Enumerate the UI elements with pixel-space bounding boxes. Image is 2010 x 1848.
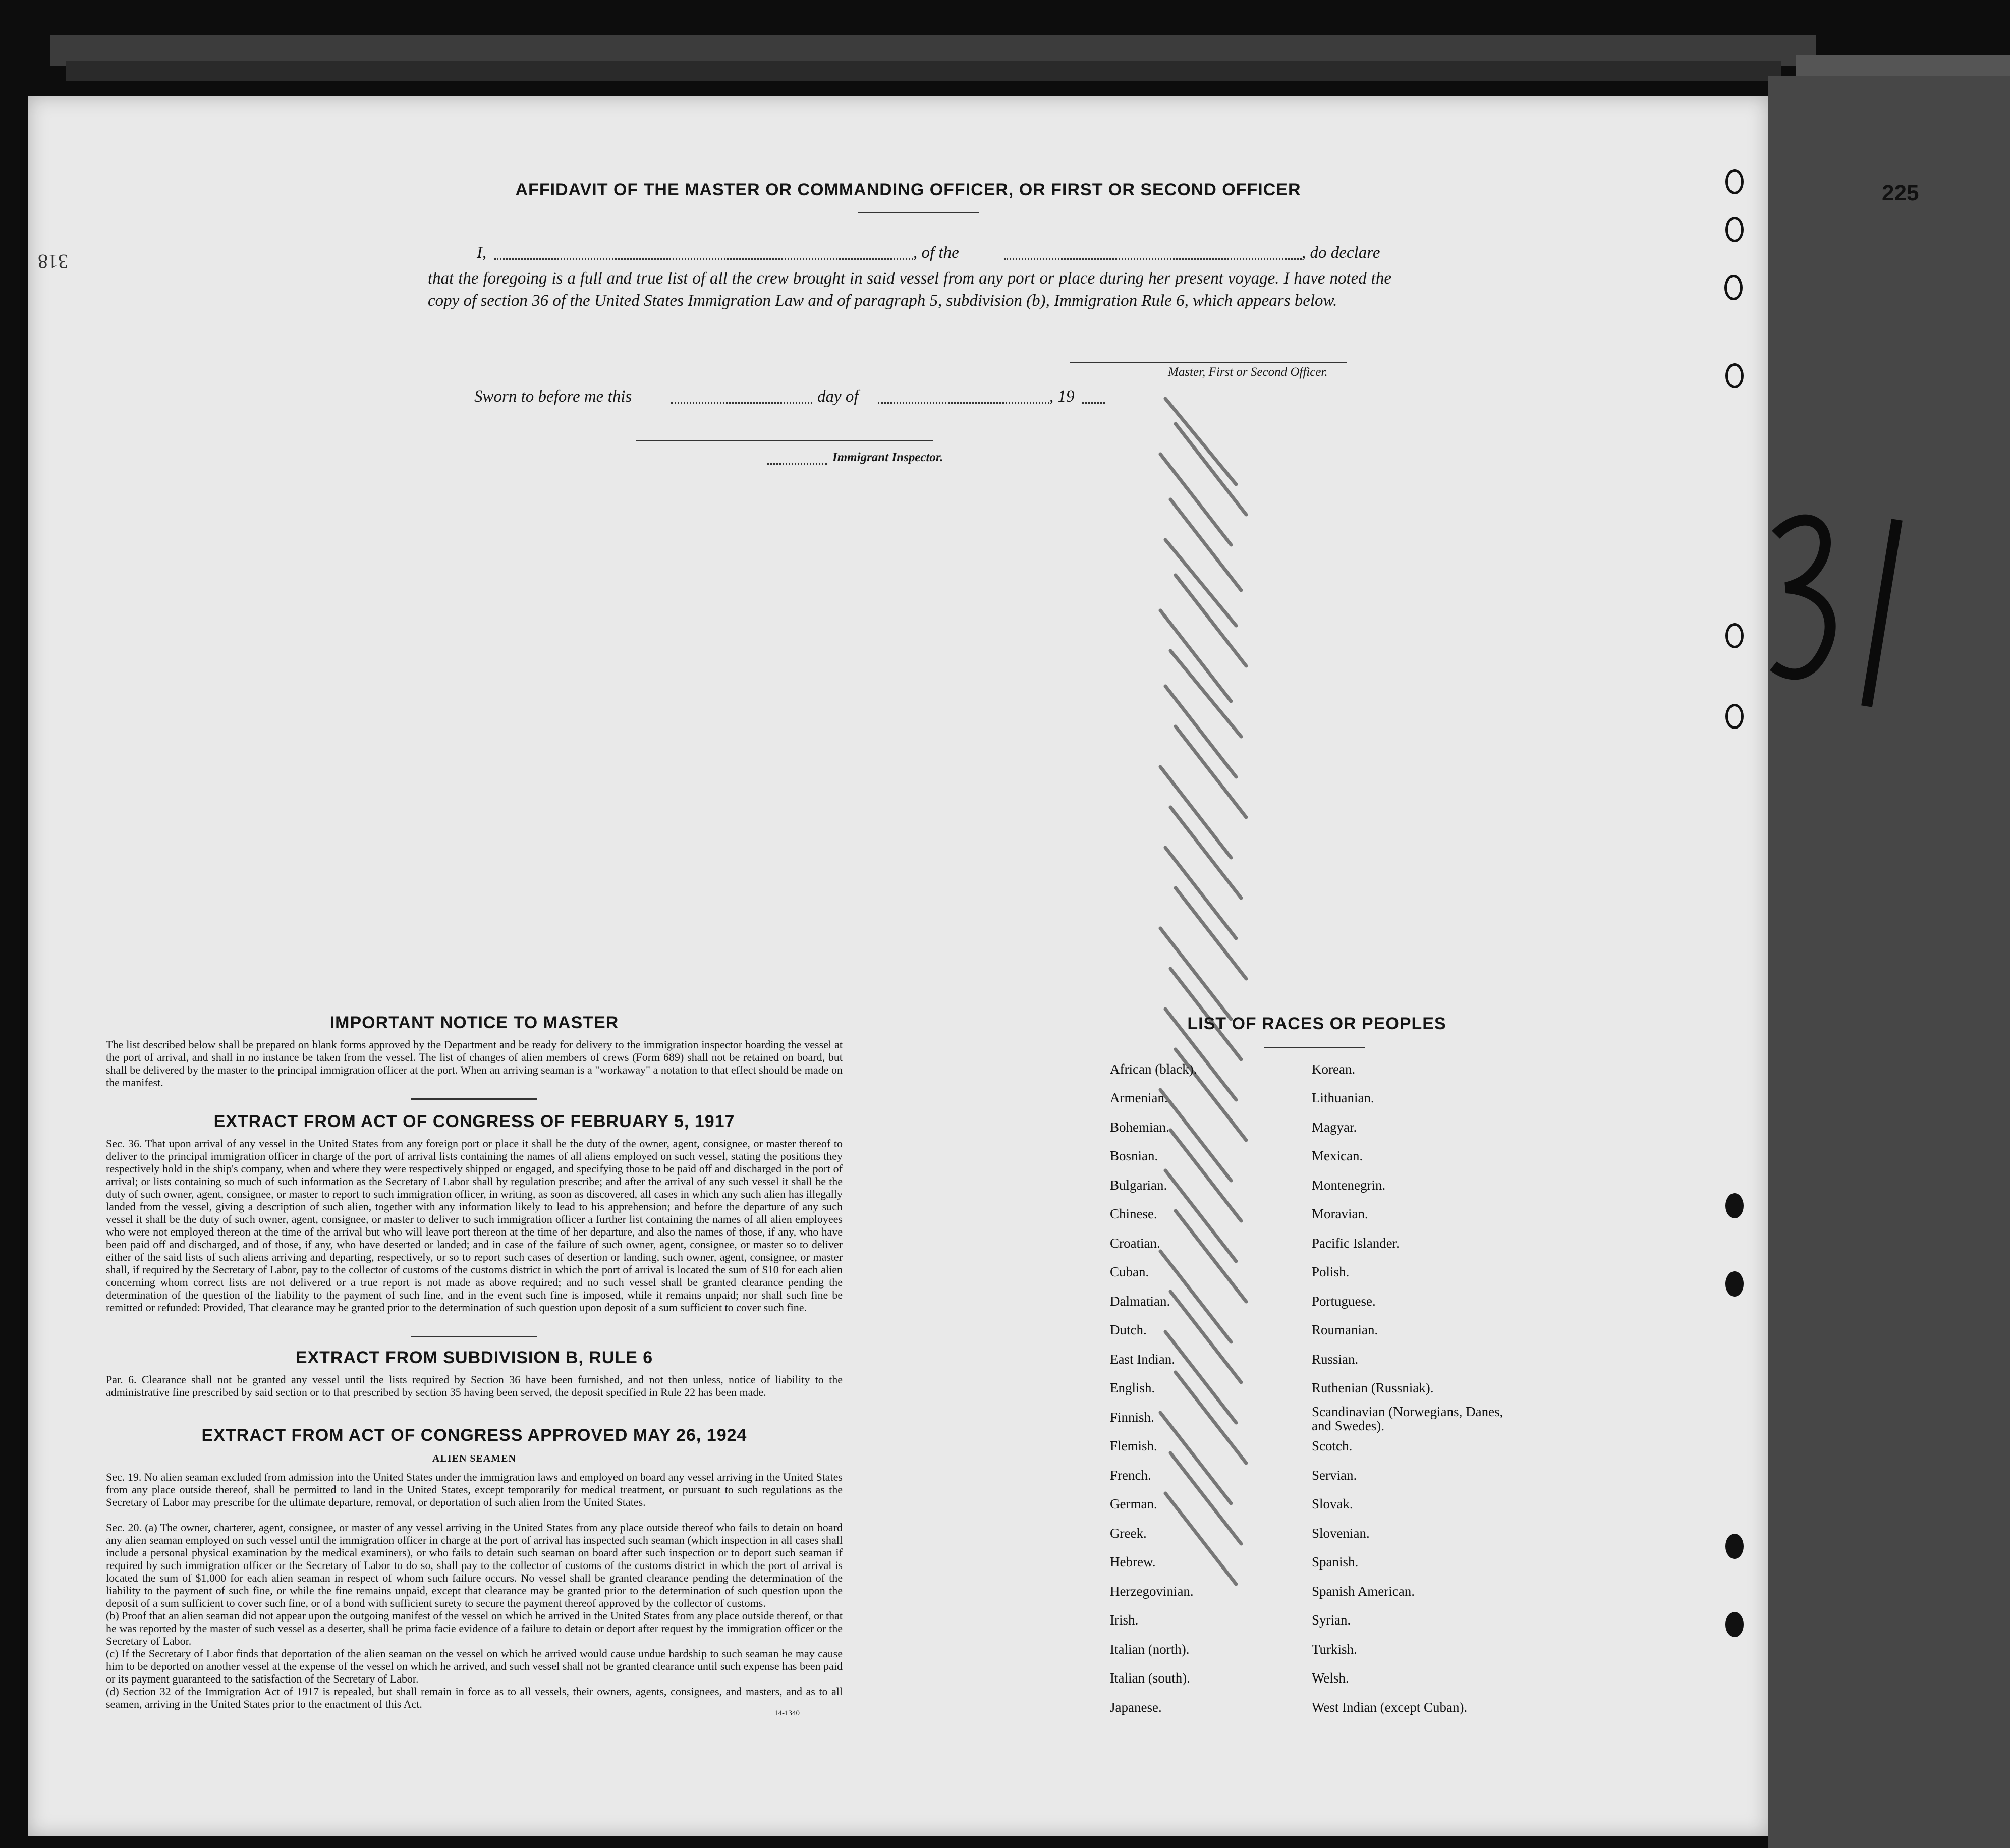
affidavit-title: AFFIDAVIT OF THE MASTER OR COMMANDING OFFICER, OR FIRST OR SECOND OFFICER (515, 180, 1301, 199)
race-right: West Indian (except Cuban). (1312, 1700, 1468, 1715)
affidavit-of-the: , of the (913, 244, 959, 262)
race-left: Finnish. (1110, 1410, 1154, 1425)
race-left: Irish. (1110, 1612, 1139, 1628)
year-text: , 19 (1049, 387, 1075, 406)
race-right: Servian. (1312, 1468, 1357, 1483)
race-right: Montenegrin. (1312, 1178, 1386, 1193)
punch-hole (1725, 1534, 1744, 1559)
race-right: Portuguese. (1312, 1294, 1376, 1309)
race-left: German. (1110, 1496, 1157, 1511)
notice-title: IMPORTANT NOTICE TO MASTER (329, 1013, 619, 1032)
side-mark: 318 (38, 250, 68, 273)
rule6-title: EXTRACT FROM SUBDIVISION B, RULE 6 (295, 1348, 653, 1367)
race-left: Greek. (1110, 1526, 1147, 1541)
race-left: Chinese. (1110, 1206, 1157, 1221)
handwritten-mark-31 (1766, 505, 1917, 716)
extract-1924-sec19: Sec. 19. No alien seaman excluded from admission into the United States under the immigration laws and employed on board any vessel arriving in the United States from any place outside thereof, shall be permitted to land in the United States, except temporarily for medical treatment, or pursuant to such regulations as the Secretary of Labor may prescribe for the ultimate departure, removal, or deportation of such alien from the United States. (106, 1471, 843, 1508)
extract-1924-title: EXTRACT FROM ACT OF CONGRESS APPROVED MAY 26, 1924 (201, 1426, 747, 1445)
race-right: Mexican. (1312, 1148, 1363, 1163)
race-left: Flemish. (1110, 1438, 1157, 1453)
race-right: Scandinavian (Norwegians, Danes, and Swedes). (1312, 1404, 1503, 1433)
race-left: Bohemian. (1110, 1119, 1169, 1135)
race-right: Ruthenian (Russniak). (1312, 1380, 1434, 1395)
race-right: Turkish. (1312, 1642, 1357, 1657)
race-right: Magyar. (1312, 1119, 1357, 1135)
extract-1917-title: EXTRACT FROM ACT OF CONGRESS OF FEBRUARY 5, 1917 (213, 1112, 735, 1131)
form-number: 14-1340 (774, 1709, 800, 1717)
race-left: Italian (north). (1110, 1642, 1190, 1657)
binder-strip (1768, 76, 2010, 1848)
inspector-blank (767, 463, 827, 465)
race-left: Japanese. (1110, 1700, 1162, 1715)
affidavit-do-declare: , do declare (1302, 244, 1380, 262)
race-left: Croatian. (1110, 1236, 1160, 1251)
races-rule (1264, 1047, 1365, 1048)
race-left: Cuban. (1110, 1264, 1149, 1279)
race-right: Roumanian. (1312, 1322, 1378, 1337)
race-right: Russian. (1312, 1352, 1359, 1367)
race-left: East Indian. (1110, 1352, 1175, 1367)
affidavit-i: I, (477, 244, 487, 262)
extract-1917-rule (411, 1336, 537, 1337)
extract-1917-text: Sec. 36. That upon arrival of any vessel in the United States from any foreign port or place it shall be the duty of the owner, agent, consignee, or master thereof to deliver to the principal immigration officer in charge of the port of arrival lists containing the names of all aliens employed on such vessel, stating the positions they respectively hold in the ship's company, when and where they were respectively shipped or engaged, and specifying those to be paid off and discharged in the port of arrival; or lists containing so much of such information as the Secretary of Labor shall by regulation prescribe; and after the arrival of any such vessel it shall be the duty of such owner, agent, consignee, or master to report to such immigration officer, in writing, as soon as discovered, all cases in which any such alien has illegally landed from the vessel, giving a description of such alien, together with any information likely to lead to his apprehension; and before the departure of any such vessel it shall be the duty of such owner, agent, consignee, or master to deliver to such immigration officer a further list containing the names of all alien employees who were not employed thereon at the time of the arrival but who will leave port thereon at the time of her departure, and also the names of those, if any, who have been paid off and discharged, and of those, if any, who have deserted or landed; and in case of the failure of such owner, agent, consignee, or master so to deliver either of the said lists of such aliens arriving and departing, respectively, or so to report such cases of desertion or landing, such owner, agent, consignee, or master shall, if required by the Secretary of Labor, pay to the collector of customs of the customs district in which the port of arrival is located the sum of $10 for each alien concerning whom correct lists are not delivered or a true report is not made as above required; and no such vessel shall be granted clearance pending the determination of the question of the liability to the payment of such fine, and in the event such fine is imposed, while it remains unpaid; nor shall such fine be remitted or refunded: Provided, That clearance may be granted prior to the determination of such question upon deposit of a sum sufficient to cover such fine. (106, 1137, 843, 1314)
title-rule (858, 212, 979, 213)
extract-1924-sec20a: Sec. 20. (a) The owner, charterer, agent, consignee, or master of any vessel arriving in the United States from any place outside thereof who fails to detain on board any alien seaman employed on such vessel until the immigration officer in charge at the port of arrival has inspected such seaman (which inspection in all cases shall include a personal physical examination by the medical examiners), or who fails to detain such seaman on board after such inspection or to deport such seaman if required by such immigration officer or the Secretary of Labor to do so, shall pay to the collector of customs of the customs district in which the port of arrival is located the sum of $1,000 for each alien seaman in respect of whom such failure occurs. No vessel shall be granted clearance pending the determination of the liability to the payment of such fine, or while the fine remains unpaid, except that clearance may be granted prior to the determination of such question upon the deposit of a sum sufficient to cover such fine, or of a bond with sufficient surety to secure the payment thereof approved by the collector of customs. (106, 1521, 843, 1609)
back-page-edge-2 (66, 61, 1781, 81)
race-left: French. (1110, 1468, 1151, 1483)
race-right: Slovenian. (1312, 1526, 1370, 1541)
day-of-text: day of (817, 387, 859, 406)
sworn-text: Sworn to before me this (474, 387, 632, 406)
race-right: Spanish American. (1312, 1584, 1415, 1599)
race-right: Moravian. (1312, 1206, 1368, 1221)
race-left: African (black). (1110, 1061, 1197, 1077)
punch-hole (1725, 169, 1744, 194)
extract-1924-sec20d: (d) Section 32 of the Immigration Act of 1917 is repealed, but shall remain in force as to all vessels, their owners, agents, consignees, and masters, and as to all seamen, arriving in the United States prior to the enactment of this Act. (106, 1685, 843, 1710)
punch-hole (1725, 704, 1744, 729)
race-left: Bulgarian. (1110, 1178, 1167, 1193)
race-left: Bosnian. (1110, 1148, 1158, 1163)
affidavit-body: that the foregoing is a full and true list of all the crew brought in said vessel from any port or place during her present voyage. I have noted the copy of section 36 of the United States Immigration Law and of paragraph 5, subdivision (b), Immigration Rule 6, which appears below. (428, 269, 1391, 310)
punch-hole (1724, 275, 1743, 300)
race-right: Spanish. (1312, 1554, 1359, 1570)
race-left: English. (1110, 1380, 1155, 1395)
race-left: Armenian. (1110, 1090, 1168, 1105)
master-signature-line (1070, 362, 1347, 363)
rule6-text: Par. 6. Clearance shall not be granted any vessel until the lists required by Section 36 have been furnished, and not then unless, notice of liability to the administrative fine prescribed by said section or to that prescribed by section 35 having been served, the deposit specified in Rule 22 has been made. (106, 1373, 843, 1398)
punch-hole (1725, 1271, 1744, 1297)
race-left: Italian (south). (1110, 1670, 1190, 1686)
race-left: Herzegovinian. (1110, 1584, 1194, 1599)
race-right: Slovak. (1312, 1496, 1353, 1511)
race-right: Pacific Islander. (1312, 1236, 1400, 1251)
handwritten-tick-marks (1145, 383, 1261, 1619)
name-blank (494, 258, 913, 260)
sworn-month-blank (878, 402, 1049, 404)
extract-1924-sec20c: (c) If the Secretary of Labor finds that deportation of the alien seaman on the vessel on which he arrived would cause undue hardship to such seaman he may cause him to be deported on another vessel at the expense of the vessel on which he arrived, and such vessel shall not be granted clearance until such expense has been paid or its payment guaranteed to the satisfaction of the Secretary of Labor. (106, 1647, 843, 1685)
punch-hole (1725, 1193, 1744, 1218)
notice-text: The list described below shall be prepared on blank forms approved by the Department and be ready for delivery to the immigration inspector boarding the vessel at the port of arrival, and shall in no instance be taken from the vessel. The list of changes of alien members of crews (Form 689) shall not be retained on board, but shall be delivered by the master to the principal immigration officer at the port. When an arriving seaman is a "workaway" a notation to that effect should be made on the manifest. (106, 1038, 843, 1089)
inspector-caption: Immigrant Inspector. (832, 451, 943, 464)
sworn-day-blank (671, 402, 812, 404)
inspector-signature-line (636, 440, 933, 441)
vessel-blank (1004, 258, 1302, 260)
race-left: Hebrew. (1110, 1554, 1156, 1570)
race-right: Polish. (1312, 1264, 1350, 1279)
race-left: Dutch. (1110, 1322, 1147, 1337)
sworn-year-blank (1082, 402, 1105, 404)
race-right: Lithuanian. (1312, 1090, 1374, 1105)
alien-seamen-subtitle: ALIEN SEAMEN (432, 1453, 516, 1464)
race-right: Scotch. (1312, 1438, 1353, 1453)
extract-1924-sec20b: (b) Proof that an alien seaman did not appear upon the outgoing manifest of the vessel on which he arrived in the United States from any place outside thereof, or that he was reported by the master of such vessel as a deserter, shall be prima facie evidence of a failure to detain or deport after request by the immigration officer or the Secretary of Labor. (106, 1609, 843, 1647)
master-caption: Master, First or Second Officer. (1168, 365, 1328, 379)
punch-hole (1725, 363, 1744, 388)
race-left: Dalmatian. (1110, 1294, 1170, 1309)
page-number: 225 (1882, 181, 1919, 205)
punch-hole (1725, 217, 1744, 242)
race-right: Syrian. (1312, 1612, 1351, 1628)
race-right: Welsh. (1312, 1670, 1349, 1686)
punch-hole (1725, 623, 1744, 648)
punch-hole (1725, 1612, 1744, 1637)
race-right: Korean. (1312, 1061, 1356, 1077)
races-title: LIST OF RACES OR PEOPLES (1187, 1014, 1446, 1033)
notice-rule (411, 1098, 537, 1100)
